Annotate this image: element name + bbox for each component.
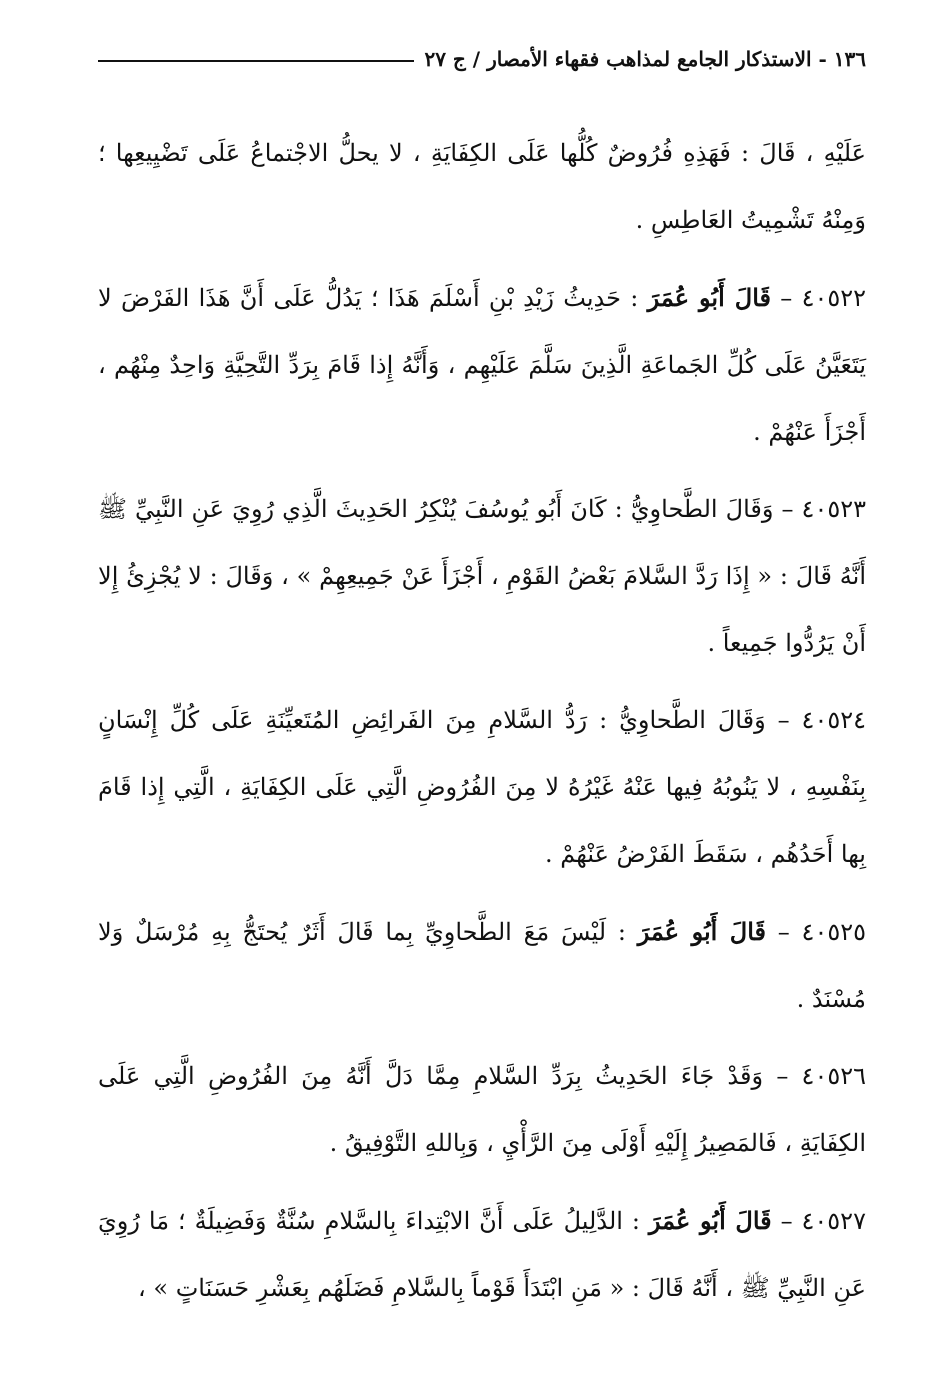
speaker-label: قَالَ أَبُو عُمَرَ (637, 917, 767, 946)
paragraph (98, 1187, 866, 1322)
paragraph (98, 1043, 866, 1177)
paragraph-text: عَلَيْهِ ، قَالَ : فَهَذِهِ فُرُوضٌ كُلُّها عَلَى الكِفَايَةِ ، لا يحلُّ الاجْتماعُ عَلَى تَضْيِيعِها ؛ وَمِنْهُ تَشْمِيتُ العَاطِسِ . (98, 139, 866, 234)
paragraph-number: ٤٠٥٢٥ – (777, 918, 866, 946)
paragraph-text: وَقَالَ الطَّحاوِيُّ : كَانَ أَبُو يُوسُفَ يُنْكِرُ الحَدِيثَ الَّذِي رُوِيَ عَنِ النَّبِيِّ ﷺ أَنَّهُ قَالَ : « إِذَا رَدَّ السَّلامَ بَعْضُ القَوْمِ ، أَجْزَأَ عَنْ جَمِيعِهِمْ » ، وَقَالَ : لا يُجْزِئُ إِلا أَنْ يَرُدُّوا جَمِيعاً . (98, 495, 866, 657)
paragraph (98, 264, 866, 466)
speaker-label: قَالَ أَبُو عُمَرَ (647, 283, 771, 312)
paragraph-number: ٤٠٥٢٤ – (777, 706, 866, 734)
page-header (98, 40, 866, 78)
speaker-label: قَالَ أَبُو عُمَرَ (648, 1206, 772, 1235)
paragraph-text: : حَدِيثُ زَيْدِ بْنِ أَسْلَمَ هَذَا ؛ يَدُلُّ عَلَى أَنَّ هَذَا الفَرْضَ لا يَتَعَيَّنُ عَلَى كُلِّ الجَماعَةِ الَّذِينَ سَلَّمَ عَلَيْهِم ، وَأَنَّهُ إِذا قَامَ بِرَدِّ التَّحِيَّةِ وَاحِدٌ مِنْهُم ، أَجْزَأَ عَنْهُمْ . (98, 284, 867, 446)
paragraph (98, 476, 866, 677)
paragraph-number: ٤٠٥٢٧ – (780, 1207, 866, 1235)
paragraph-number: ٤٠٥٢٦ – (776, 1062, 866, 1090)
paragraph (98, 898, 866, 1033)
paragraph-text: وَقَالَ الطَّحاوِيُّ : رَدُّ السَّلامِ مِنَ الفَرائِضِ المُتَعيِّنَةِ عَلَى كُلِّ إِنْسَانٍ بِنَفْسِهِ ، لا يَنُوبُهُ فِيها عَنْهُ غَيْرُهُ لا مِنَ الفُرُوضِ الَّتِي عَلَى الكِفَايَةِ ، الَّتِي إِذا قَامَ بِها أَحَدُهُم ، سَقَطَ الفَرْضُ عَنْهُمْ . (98, 706, 866, 868)
paragraph-number: ٤٠٥٢٢ – (780, 284, 867, 312)
paragraph-number: ٤٠٥٢٣ – (781, 495, 866, 523)
paragraph-text: : الدَّلِيلُ عَلَى أَنَّ الابْتِداءَ بِالسَّلامِ سُنَّةٌ وَفَضِيلَةٌ ؛ مَا رُوِيَ عَنِ النَّبِيِّ ﷺ ، أَنَّهُ قَالَ : « مَنِ ابْتَدَأَ قَوْماً بِالسَّلامِ فَضَلَهُم بِعَشْرِ حَسَنَاتٍ » ، (98, 1207, 866, 1302)
running-header: ١٣٦ - الاستذكار الجامع لمذاهب فقهاء الأمصار / ج ٢٧ (424, 47, 866, 71)
header-rule (98, 60, 414, 62)
paragraph-text: وَقَدْ جَاءَ الحَدِيثُ بِرَدِّ السَّلامِ مِمَّا دَلَّ أَنَّهُ مِنَ الفُرُوضِ الَّتِي عَلَى الكِفَايَةِ ، فَالمَصِيرُ إِلَيْهِ أَوْلَى مِنَ الرَّأْيِ ، وَبِاللهِ التَّوْفِيقُ . (98, 1062, 866, 1157)
paragraph (98, 120, 866, 254)
paragraph (98, 687, 866, 888)
paragraph-text: : لَيْسَ مَعَ الطَّحاوِيِّ بِما قَالَ أَثَرٌ يُحتَجُّ بِهِ مُرْسَلٌ وَلا مُسْنَدٌ . (98, 918, 866, 1013)
page (98, 40, 866, 1360)
